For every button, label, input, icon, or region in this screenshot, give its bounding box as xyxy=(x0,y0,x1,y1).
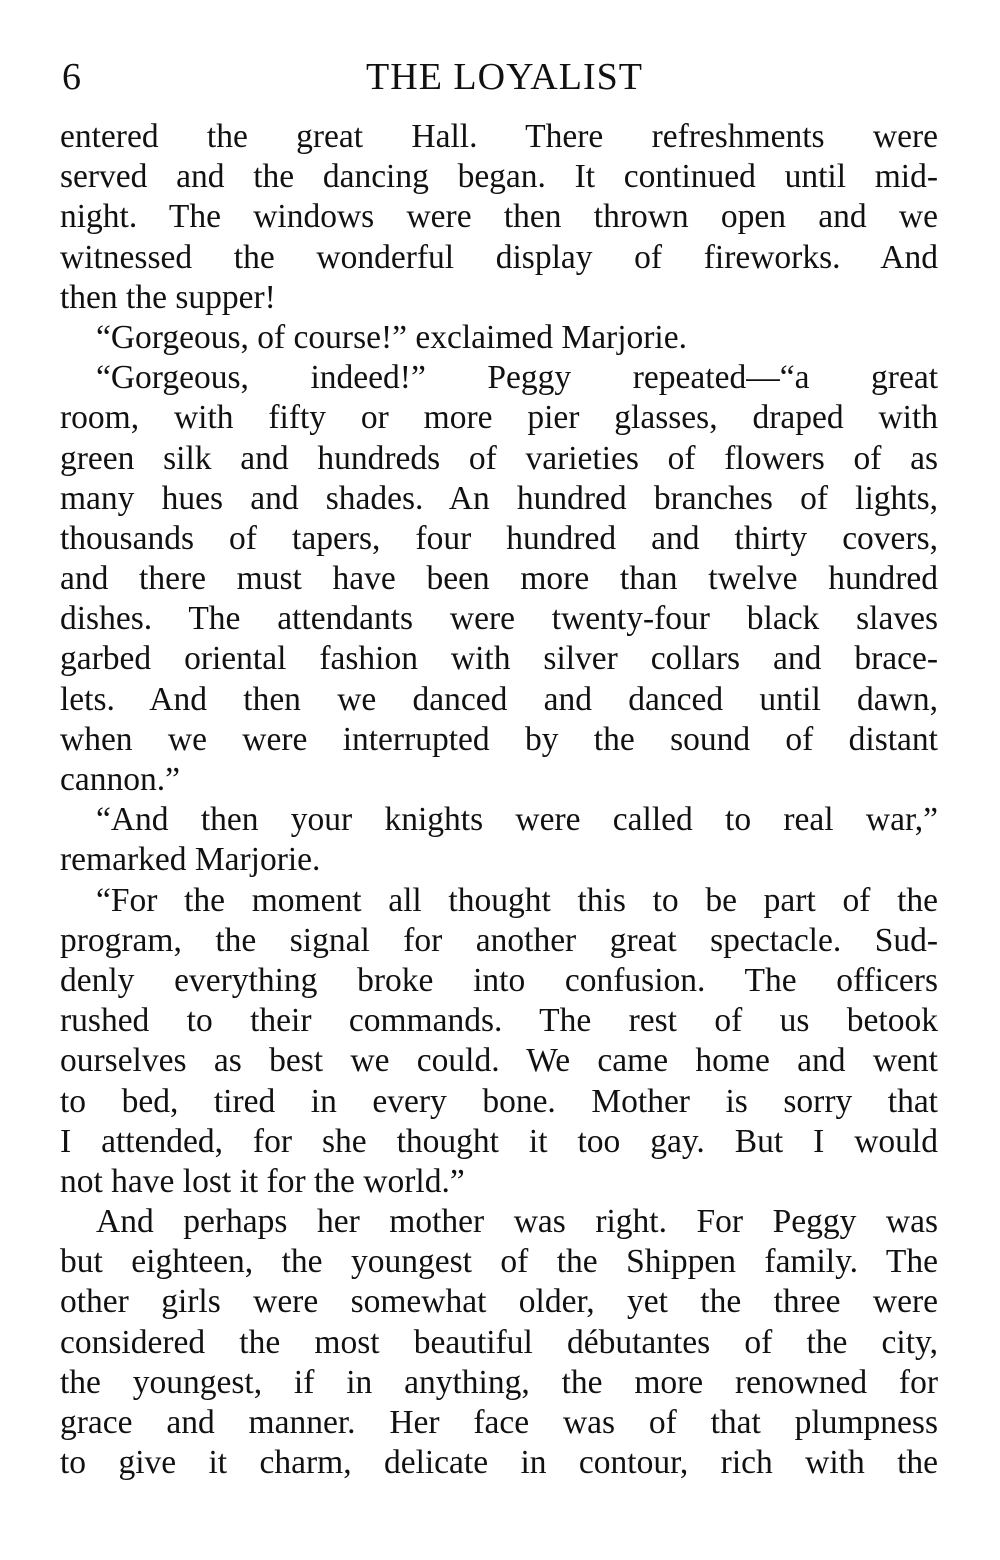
text-line: “For the moment all thought this to be part of the xyxy=(96,881,938,919)
text-line: but eighteen, the youngest of the Shippen family. The xyxy=(60,1243,938,1281)
text-line: dishes. The attendants were twenty-four black slaves xyxy=(60,600,938,638)
text-line: I attended, for she thought it too gay. But I would xyxy=(60,1122,938,1160)
body-text xyxy=(60,117,938,1483)
text-line: rushed to their commands. The rest of us betook xyxy=(60,1002,938,1040)
text-line: And perhaps her mother was right. For Peggy was xyxy=(96,1203,938,1241)
page-number: 6 xyxy=(62,56,81,98)
text-line: remarked Marjorie. xyxy=(60,841,321,879)
text-line: ourselves as best we could. We came home and went xyxy=(60,1042,938,1080)
text-line: grace and manner. Her face was of that plumpness xyxy=(60,1404,938,1441)
text-line: other girls were somewhat older, yet the three were xyxy=(60,1283,938,1321)
text-line: the youngest, if in anything, the more renowned for xyxy=(60,1363,938,1401)
text-line: denly everything broke into confusion. The officers xyxy=(60,961,938,999)
text-line: when we were interrupted by the sound of distant xyxy=(60,720,938,758)
text-line: program, the signal for another great spectacle. Sud- xyxy=(60,921,938,959)
text-line: thousands of tapers, four hundred and thirty covers, xyxy=(60,519,938,557)
text-line: “And then your knights were called to real war,” xyxy=(96,801,938,839)
text-line: “Gorgeous, indeed!” Peggy repeated—“a great xyxy=(96,359,938,397)
text-line: garbed oriental fashion with silver collars and brace- xyxy=(60,640,938,678)
text-line: to bed, tired in every bone. Mother is sorry that xyxy=(60,1082,938,1120)
text-line: to give it charm, delicate in contour, rich with the xyxy=(60,1444,938,1482)
text-line: considered the most beautiful débutantes of the city, xyxy=(60,1323,938,1361)
text-line: then the supper! xyxy=(60,278,276,316)
text-line: night. The windows were then thrown open and we xyxy=(60,198,938,236)
text-line: lets. And then we danced and danced until dawn, xyxy=(60,680,938,718)
running-title: THE LOYALIST xyxy=(366,56,643,98)
text-line: many hues and shades. An hundred branches of lights, xyxy=(60,479,938,517)
text-line: green silk and hundreds of varieties of flowers of as xyxy=(60,439,938,477)
running-head xyxy=(62,52,937,102)
text-line: cannon.” xyxy=(60,761,180,798)
text-line: served and the dancing began. It continued until mid- xyxy=(60,158,938,196)
text-line: witnessed the wonderful display of fireworks. And xyxy=(60,238,938,276)
text-line: entered the great Hall. There refreshments were xyxy=(60,118,938,155)
text-line: room, with fifty or more pier glasses, draped with xyxy=(60,399,938,437)
text-line: “Gorgeous, of course!” exclaimed Marjorie. xyxy=(96,318,687,356)
text-line: and there must have been more than twelve hundred xyxy=(60,560,938,598)
text-line: not have lost it for the world.” xyxy=(60,1162,465,1200)
